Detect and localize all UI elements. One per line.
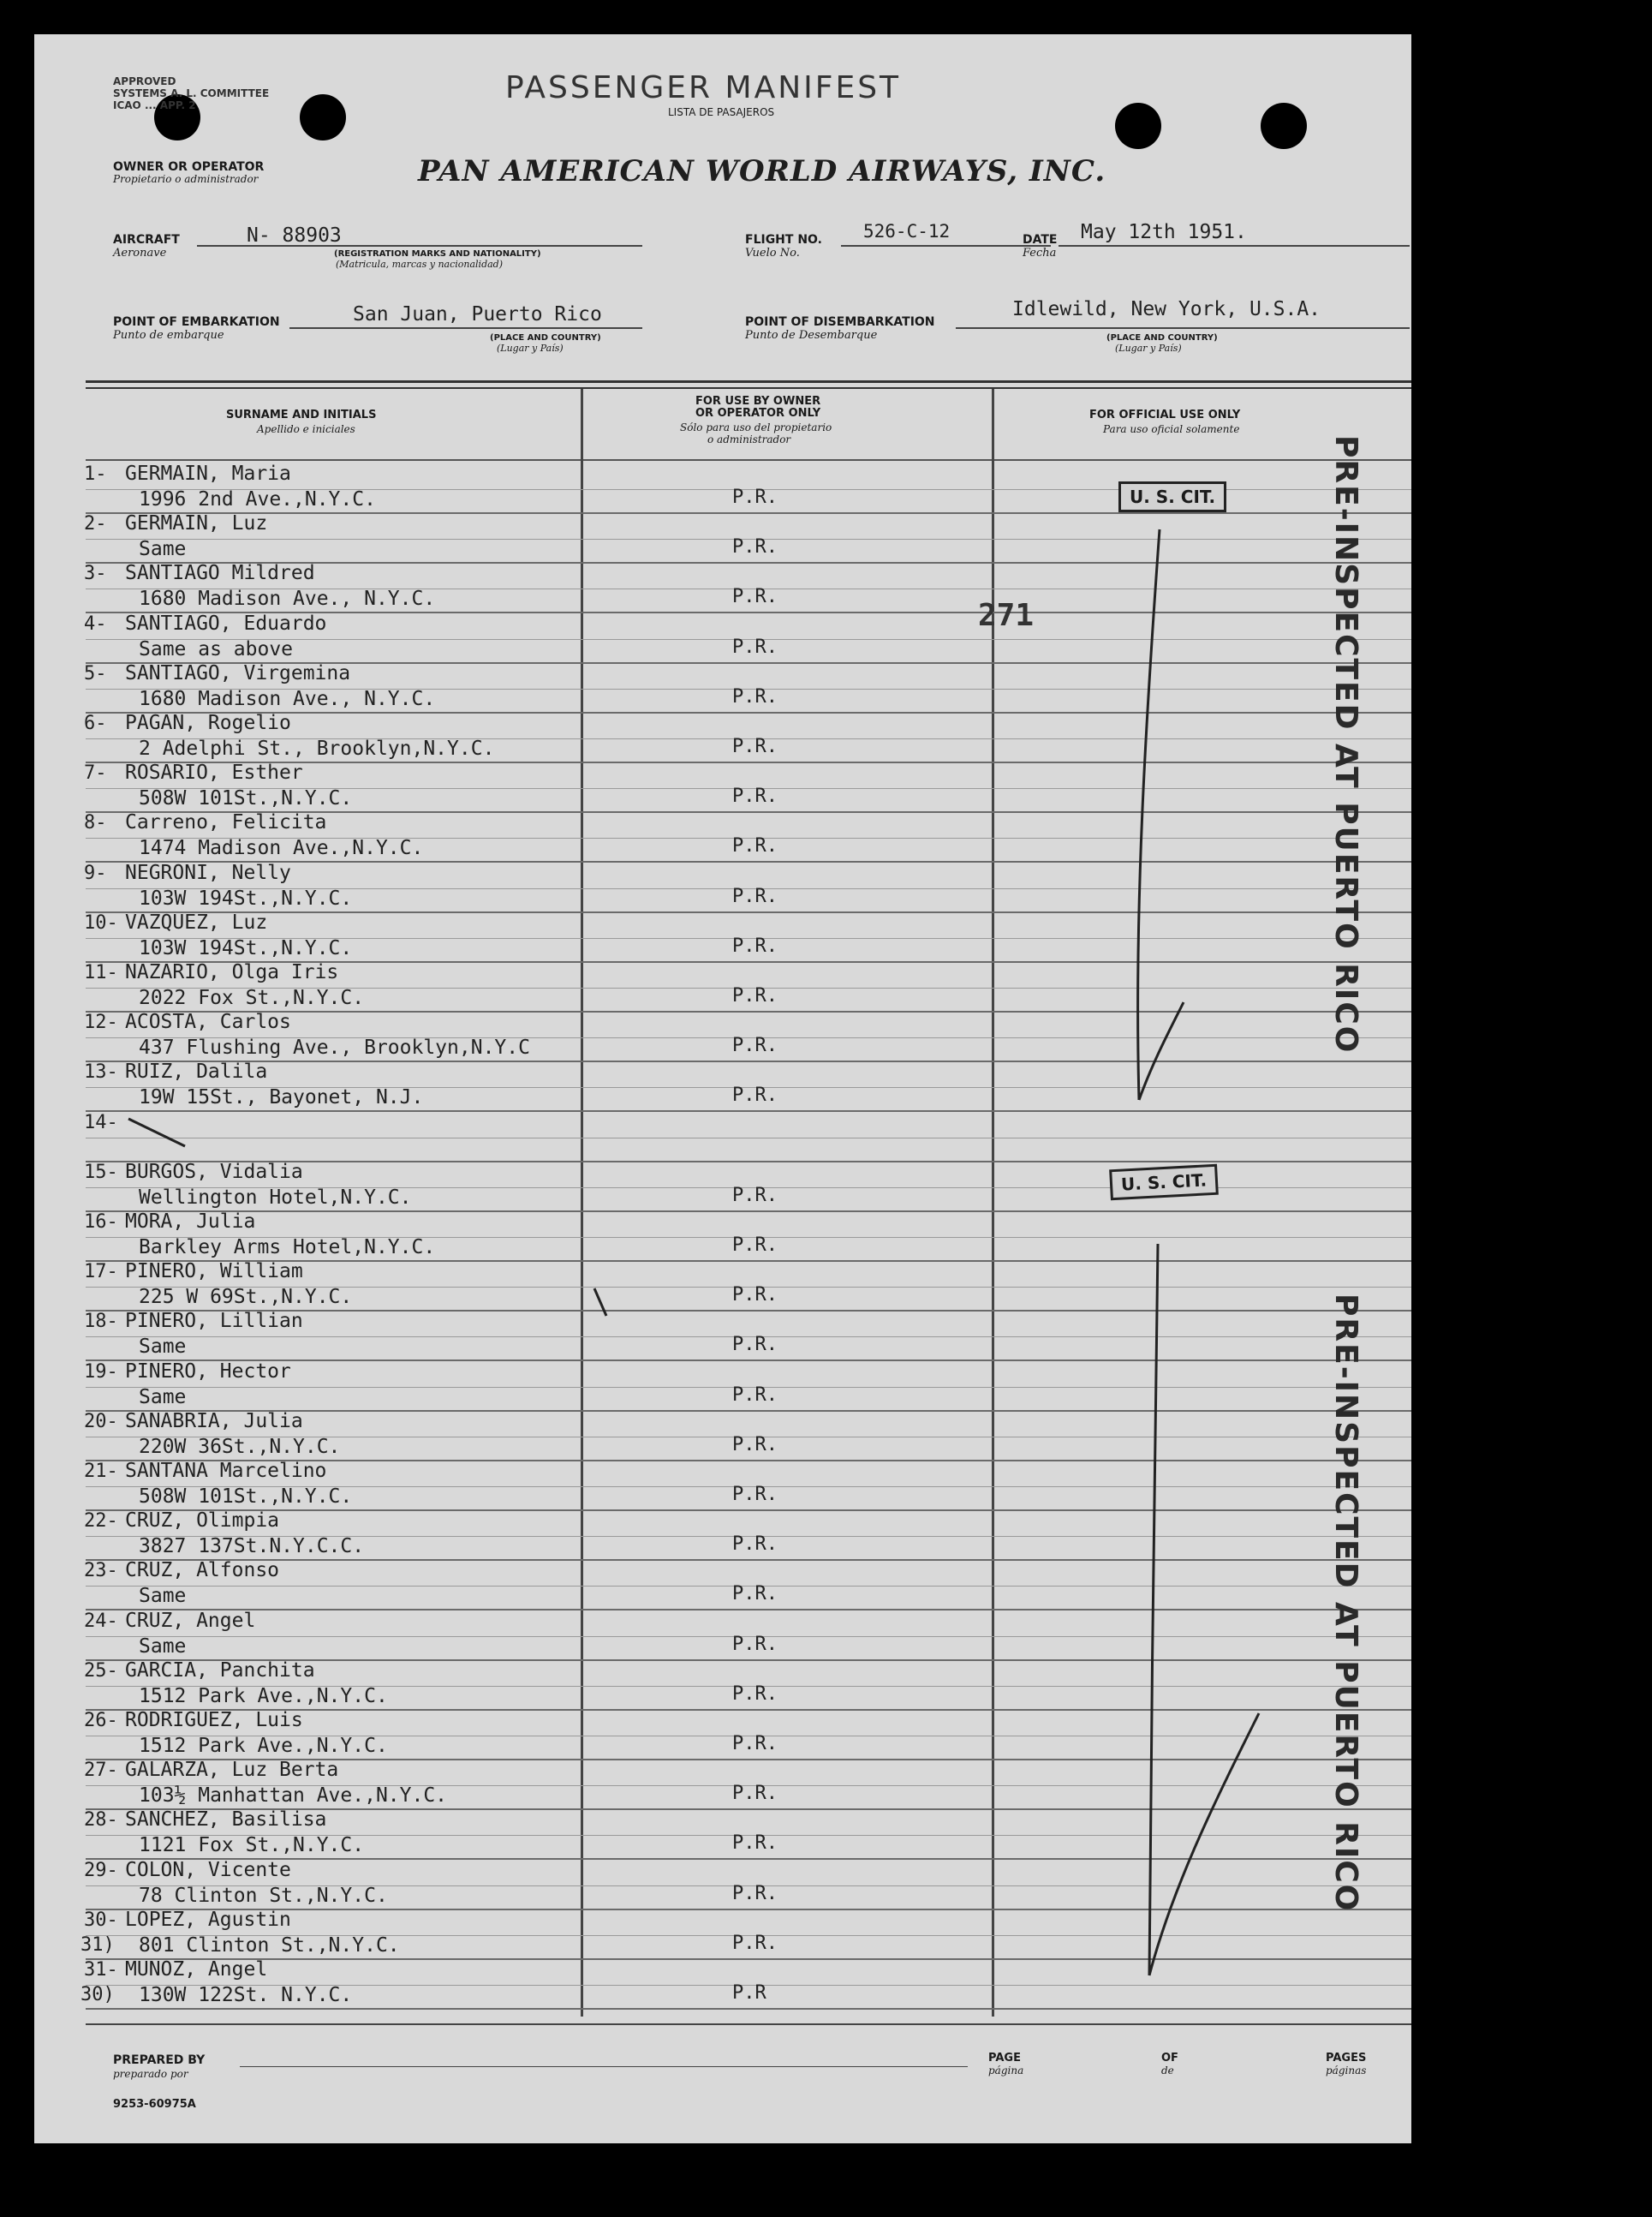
owner-use-code: P.R.: [732, 1682, 778, 1705]
col-surname-header-es: Apellido e iniciales: [257, 423, 355, 435]
passenger-address: 3827 137St.N.Y.C.C.: [139, 1535, 365, 1558]
owner-use-code: P.R.: [732, 1433, 778, 1455]
passenger-name: SANABRIA, Julia: [125, 1409, 303, 1432]
passenger-name: SANTIAGO, Eduardo: [125, 612, 327, 635]
passenger-address: 2022 Fox St.,N.Y.C.: [139, 987, 365, 1009]
passenger-number: 11-: [84, 962, 118, 983]
passenger-number: 2-: [84, 513, 107, 535]
passenger-address: 1680 Madison Ave., N.Y.C.: [139, 687, 436, 710]
passenger-name: ACOSTA, Carlos: [125, 1011, 291, 1034]
passenger-address: 1996 2nd Ave.,N.Y.C.: [139, 488, 376, 511]
owner-use-code: P.R.: [732, 736, 778, 757]
passenger-address: Same: [139, 1336, 187, 1359]
owner-use-code: P.R.: [732, 1882, 778, 1904]
passenger-number: 1-: [84, 463, 107, 485]
passenger-address: 508W 101St.,N.Y.C.: [139, 787, 353, 810]
passenger-address: 1121 Fox St.,N.Y.C.: [139, 1834, 365, 1857]
passenger-address: Same as above: [139, 637, 294, 660]
passenger-number: 27-: [84, 1760, 118, 1782]
owner-use-code: P.R.: [732, 487, 778, 508]
passenger-address: Same: [139, 538, 187, 561]
us-citizen-stamp: U. S. CIT.: [1109, 1164, 1219, 1201]
place-note: (PLACE AND COUNTRY): [1106, 333, 1218, 343]
passenger-address: 1474 Madison Ave.,N.Y.C.: [139, 837, 424, 860]
passenger-name: Carreno, Felicita: [125, 811, 327, 834]
disembark-label-es: Punto de Desembarque: [745, 329, 878, 342]
of-label-es: de: [1161, 2065, 1174, 2077]
place-note: (PLACE AND COUNTRY): [490, 333, 601, 343]
owner-label-es: Propietario o administrador: [113, 173, 259, 185]
owner-use-code: P.R.: [732, 1085, 778, 1107]
passenger-name: CRUZ, Alfonso: [125, 1559, 280, 1582]
passenger-number: 23-: [84, 1560, 118, 1582]
passenger-address: Wellington Hotel,N.Y.C.: [139, 1186, 412, 1209]
date-label-es: Fecha: [1023, 247, 1057, 260]
owner-use-code: P.R.: [732, 1334, 778, 1356]
passenger-name: PINERO, William: [125, 1260, 303, 1283]
passenger-address: 130W 122St. N.Y.C.: [139, 1984, 353, 2006]
passenger-name: MORA, Julia: [125, 1210, 256, 1233]
owner-use-code: P.R.: [732, 985, 778, 1007]
passenger-address: 225 W 69St.,N.Y.C.: [139, 1286, 353, 1309]
passenger-address: Barkley Arms Hotel,N.Y.C.: [139, 1236, 436, 1258]
approval-line: APPROVED: [113, 75, 176, 87]
airline-name: PAN AMERICAN WORLD AIRWAYS, INC.: [418, 154, 1106, 188]
page-label: PAGE: [988, 2052, 1021, 2065]
date-label: DATE: [1023, 233, 1058, 247]
owner-use-code: P.R.: [732, 1832, 778, 1855]
passenger-number: 13-: [84, 1061, 118, 1084]
pre-inspected-stamp: PRE-INSPECTED AT PUERTO RICO: [1328, 435, 1363, 1055]
passenger-number: 6-: [84, 713, 107, 734]
passenger-number: 25-: [84, 1659, 118, 1682]
owner-use-code: P.R.: [732, 935, 778, 957]
owner-use-code: P.R.: [732, 885, 778, 907]
passenger-number: 14-: [84, 1111, 118, 1133]
form-title: PASSENGER MANIFEST: [505, 70, 902, 105]
pages-label: PAGES: [1326, 2052, 1367, 2065]
col-official-header-es: Para uso oficial solamente: [1103, 423, 1240, 435]
owner-use-code: P.R.: [732, 1284, 778, 1306]
passenger-address: Same: [139, 1634, 187, 1658]
disembarkation-value: Idlewild, New York, U.S.A.: [1012, 298, 1321, 320]
aircraft-label: AIRCRAFT: [113, 233, 180, 247]
passenger-number: 19-: [84, 1360, 118, 1383]
passenger-address: 103½ Manhattan Ave.,N.Y.C.: [139, 1784, 448, 1808]
passenger-name: MUNOZ, Angel: [125, 1958, 268, 1981]
us-citizen-stamp: U. S. CIT.: [1118, 481, 1226, 512]
col-surname-header: SURNAME AND INITIALS: [226, 409, 377, 421]
col-owner-header-2: OR OPERATOR ONLY: [695, 407, 821, 420]
passenger-name: GERMAIN, Luz: [125, 512, 268, 535]
passenger-number: 17-: [84, 1261, 118, 1283]
passenger-number: 5-: [84, 662, 107, 684]
owner-use-code: P.R.: [732, 1533, 778, 1556]
passenger-address: Same: [139, 1385, 187, 1408]
passenger-name: LOPEZ, Agustin: [125, 1908, 291, 1931]
owner-label: OWNER OR OPERATOR: [113, 160, 265, 174]
prepared-by-label-es: preparado por: [113, 2068, 188, 2080]
passenger-number: 15-: [84, 1161, 118, 1183]
owner-use-code: P.R.: [732, 1733, 778, 1754]
passenger-address: 1512 Park Ave.,N.Y.C.: [139, 1735, 388, 1757]
pre-inspected-stamp: PRE-INSPECTED AT PUERTO RICO: [1328, 1294, 1363, 1913]
registration-note: (REGISTRATION MARKS AND NATIONALITY): [334, 249, 541, 259]
passenger-name: PINERO, Hector: [125, 1359, 291, 1383]
passenger-number: 20-: [84, 1410, 118, 1432]
embarkation-value: San Juan, Puerto Rico: [353, 303, 602, 326]
passenger-name: RODRIGUEZ, Luis: [125, 1709, 303, 1731]
form-title-es: LISTA DE PASAJEROS: [668, 106, 775, 118]
passenger-name: GALARZA, Luz Berta: [125, 1759, 339, 1782]
embark-label-es: Punto de embarque: [113, 329, 224, 342]
owner-use-code: P.R.: [732, 636, 778, 658]
passenger-address: 78 Clinton St.,N.Y.C.: [139, 1884, 388, 1907]
handwritten-number: 271: [978, 598, 1035, 633]
owner-use-code: P.R.: [732, 586, 778, 608]
passenger-number: 9-: [84, 862, 107, 884]
col-owner-header-es-1: Sólo para uso del propietario: [680, 421, 832, 433]
passenger-name: CRUZ, Olimpia: [125, 1509, 280, 1533]
page-label-es: página: [988, 2065, 1024, 2077]
passenger-number: 12-: [84, 1012, 118, 1034]
passenger-name: NEGRONI, Nelly: [125, 861, 291, 884]
passenger-address: 103W 194St.,N.Y.C.: [139, 936, 353, 959]
manifest-sheet: [34, 34, 1411, 2143]
passenger-name: RUIZ, Dalila: [125, 1061, 268, 1084]
passenger-address: 801 Clinton St.,N.Y.C.: [139, 1933, 400, 1957]
passenger-number: 22-: [84, 1510, 118, 1533]
passenger-address: 19W 15St., Bayonet, N.J.: [139, 1086, 424, 1109]
owner-use-code: P.R: [732, 1982, 766, 2004]
passenger-alt-number: 31): [81, 1933, 115, 1956]
owner-use-code: P.R.: [732, 835, 778, 858]
passenger-address: Same: [139, 1585, 187, 1608]
passenger-name: SANTIAGO, Virgemina: [125, 661, 351, 684]
owner-use-code: P.R.: [732, 1035, 778, 1057]
prepared-by-label: PREPARED BY: [113, 2053, 206, 2067]
passenger-number: 18-: [84, 1311, 118, 1333]
passenger-number: 26-: [84, 1710, 118, 1731]
owner-use-code: P.R.: [732, 1783, 778, 1805]
owner-use-code: P.R.: [732, 1932, 778, 1954]
owner-use-code: P.R.: [732, 1633, 778, 1655]
passenger-name: BURGOS, Vidalia: [125, 1160, 303, 1183]
passenger-address: 437 Flushing Ave., Brooklyn,N.Y.C: [139, 1037, 530, 1060]
passenger-number: 21-: [84, 1461, 118, 1482]
flight-label-es: Vuelo No.: [745, 247, 800, 260]
passenger-number: 24-: [84, 1610, 118, 1632]
passenger-address: 220W 36St.,N.Y.C.: [139, 1435, 341, 1458]
passenger-number: 30-: [84, 1909, 118, 1931]
owner-use-code: P.R.: [732, 1234, 778, 1256]
form-number: 9253-60975A: [113, 2098, 196, 2111]
passenger-number: 29-: [84, 1859, 118, 1881]
passenger-name: PAGAN, Rogelio: [125, 712, 291, 734]
passenger-number: 8-: [84, 812, 107, 834]
passenger-name: VAZQUEZ, Luz: [125, 911, 268, 934]
check-mark: [34, 34, 1411, 2143]
passenger-name: SANCHEZ, Basilisa: [125, 1808, 327, 1832]
col-official-header: FOR OFFICIAL USE ONLY: [1089, 409, 1241, 421]
place-note-es: (Lugar y País): [497, 343, 564, 354]
passenger-number: 10-: [84, 911, 118, 934]
passenger-address: 508W 101St.,N.Y.C.: [139, 1485, 353, 1508]
passenger-name: GERMAIN, Maria: [125, 463, 291, 485]
registration-note-es: (Matricula, marcas y nacionalidad): [336, 259, 503, 270]
passenger-number: 16-: [84, 1211, 118, 1233]
passenger-name: NAZARIO, Olga Iris: [125, 961, 339, 983]
aircraft-label-es: Aeronave: [113, 247, 167, 260]
passenger-name: SANTIAGO Mildred: [125, 562, 315, 585]
owner-use-code: P.R.: [732, 685, 778, 708]
passenger-name: SANTANA Marcelino: [125, 1460, 327, 1482]
col-owner-header-1: FOR USE BY OWNER: [695, 395, 821, 408]
col-owner-header-es-2: o administrador: [707, 433, 791, 445]
aircraft-value: N- 88903: [247, 224, 342, 247]
passenger-name: ROSARIO, Esther: [125, 762, 303, 785]
passenger-address: 2 Adelphi St., Brooklyn,N.Y.C.: [139, 738, 495, 760]
passenger-address: 103W 194St.,N.Y.C.: [139, 887, 353, 910]
passenger-address: 1512 Park Ave.,N.Y.C.: [139, 1684, 388, 1707]
passenger-name: COLON, Vicente: [125, 1858, 291, 1881]
passenger-alt-number: 30): [81, 1984, 115, 2005]
passenger-number: 31-: [84, 1959, 118, 1981]
approval-line: SYSTEMS A. L. COMMITTEE: [113, 87, 270, 99]
owner-use-code: P.R.: [732, 1583, 778, 1605]
pages-label-es: páginas: [1326, 2065, 1367, 2077]
passenger-name: PINERO, Lillian: [125, 1310, 303, 1333]
passenger-number: 28-: [84, 1809, 118, 1832]
owner-use-code: P.R.: [732, 1184, 778, 1206]
passenger-number: 3-: [84, 563, 107, 585]
passenger-address: 1680 Madison Ave., N.Y.C.: [139, 588, 436, 611]
flight-date: May 12th 1951.: [1081, 221, 1247, 243]
owner-use-code: P.R.: [732, 1484, 778, 1505]
approval-line: ICAO ... APP. 2: [113, 99, 196, 111]
passenger-name: CRUZ, Angel: [125, 1609, 256, 1632]
disembark-label: POINT OF DISEMBARKATION: [745, 315, 935, 329]
owner-use-code: P.R.: [732, 786, 778, 808]
owner-use-code: P.R.: [732, 536, 778, 559]
owner-use-code: P.R.: [732, 1383, 778, 1406]
flight-label: FLIGHT NO.: [745, 233, 822, 247]
of-label: OF: [1161, 2052, 1178, 2065]
place-note-es: (Lugar y País): [1115, 343, 1182, 354]
passenger-number: 4-: [84, 613, 107, 635]
embark-label: POINT OF EMBARKATION: [113, 315, 280, 329]
passenger-name: GARCIA, Panchita: [125, 1658, 315, 1682]
passenger-number: 7-: [84, 762, 107, 785]
flight-number: 526-C-12: [863, 221, 951, 242]
